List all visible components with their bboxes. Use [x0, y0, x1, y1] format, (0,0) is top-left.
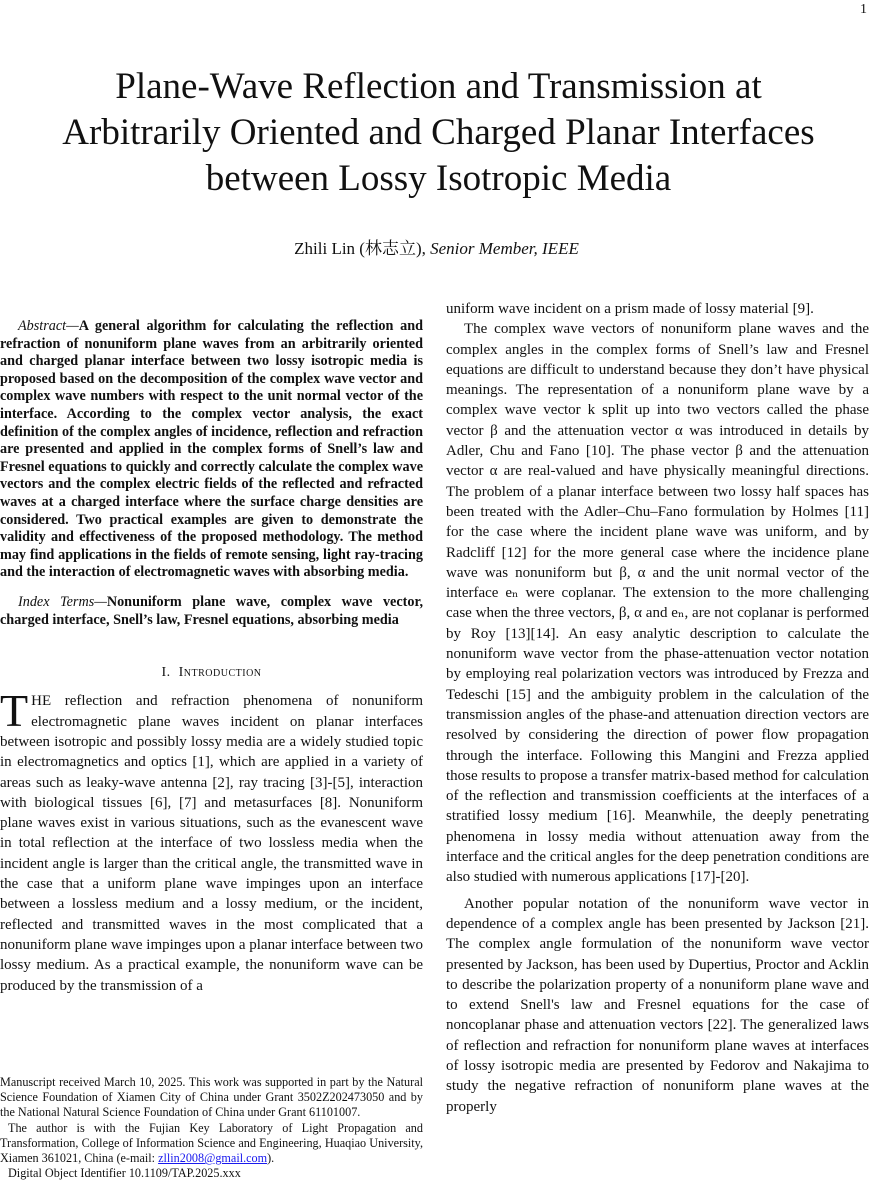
- section-title: Introduction: [178, 665, 262, 681]
- section-number: I.: [161, 665, 171, 681]
- right-column: [446, 299, 869, 1117]
- abstract-dash: —: [66, 318, 79, 334]
- paper-title: Plane-Wave Reflection and Transmission at Arbitrarily Oriented and Charged Planar Interfaces between Lossy Isotropic Media: [62, 66, 815, 199]
- author-email-link[interactable]: zllin2008@gmail.com: [158, 1151, 268, 1166]
- abstract: [0, 318, 423, 582]
- author-role: Senior Member, IEEE: [430, 239, 579, 258]
- footnote-affiliation: [0, 1121, 423, 1167]
- section-heading: [0, 663, 423, 683]
- footnote-manuscript: Manuscript received March 10, 2025. This work was supported in part by the Natural Science Foundation of Xiamen City of China under Grant 3502Z202473050 and by the National Natural Science Foundation of China under Grant 61101007.: [0, 1075, 423, 1120]
- abstract-text: A general algorithm for calculating the reflection and refraction of nonuniform plane waves from an arbitrarily oriented and charged planar interface between two lossy isotropic media is proposed based on the decomposition of the complex wave vector and complex wave numbers with respect to the unit normal vector of the interface. According to the complex vector analysis, the exact definition of the complex angles of incidence, reflection and refraction are presented and applied in the complex forms of Snell’s law and Fresnel equations to quickly and correctly calculate the complex wave vectors and the complex electric fields of the reflected and refracted waves at a charged interface where the surface charge densities are considered. Two practical examples are given to demonstrate the validity and effectiveness of the proposed methodology. The method may find applications in the fields of remote sensing, light ray-tracing and the interaction of electromagnetic waves with absorbing media.: [0, 318, 423, 581]
- intro-paragraph-1: [0, 685, 423, 995]
- affiliation-post: ).: [267, 1151, 275, 1166]
- index-terms-label: Index Terms: [18, 593, 95, 610]
- index-terms: [0, 594, 423, 629]
- intro-paragraph-2: The complex wave vectors of nonuniform plane waves and the complex angles in the complex forms of Snell’s law and Fresnel equations are difficult to understand because they don’t have physical meanings. The representation of a nonuniform plane wave by a complex wave vector k split up into two vectors called the phase vector β and the attenuation vector α was introduced in details by Adler, Chu and Fano [10]. The phase vector β and the attenuation vector α are real-valued and have physically meaningful directions. The problem of a planar interface between two lossy half spaces has been treated with the Adler–Chu–Fano formulation by Holmes [11] for the case where the incident plane wave was uniform, and by Radcliff [12] for the more general case where the incidence plane wave was nonuniform but β, α and the unit normal vector of the interface eₙ were coplanar. The extension to the more challenging case when the three vectors, β, α and eₙ, are not coplanar is performed by Roy [13][14]. An easy analytic description to calculate the nonuniform wave vector from the phase-attenuation vector notation by employing real polarization vectors was introduced by Frezza and Tedeschi [15] and the ambiguity problem in the calculation of the transmission angles of the phase-and attenuation direction vectors are resolved by considering the direction of power flow propagation through the interface. Following this Mangini and Frezza applied those results to propose a transfer matrix-based method for calculation of the reflection and transmission coefficients at the interfaces of a stratified lossy medium [16]. Meanwhile, the deeply penetrating phenomena in lossy media without attenuation away from the interface and the critical angles for the deep penetration conditions are also studied with numerous applications [17]-[20].: [446, 321, 869, 886]
- abstract-label: Abstract: [18, 318, 67, 334]
- page-number: 1: [860, 2, 867, 17]
- author-name: Zhili Lin (林志立),: [294, 239, 426, 258]
- index-terms-text: Nonuniform plane wave, complex wave vector, charged interface, Snell’s law, Fresnel equations, absorbing media: [0, 593, 423, 628]
- left-column: [0, 318, 423, 996]
- footnotes: [0, 1075, 423, 1181]
- footnote-doi: Digital Object Identifier 10.1109/TAP.2025.xxx: [8, 1166, 241, 1181]
- intro-paragraph-1-continued: uniform wave incident on a prism made of lossy material [9].: [446, 301, 814, 317]
- intro-paragraph-3: Another popular notation of the nonuniform wave vector in dependence of a complex angle has been presented by Jackson [21]. The complex angle formulation of the nonuniform wave vector presented by Jackson, has been used by Dupertius, Proctor and Acklin to describe the polarization property of a nonuniform plane wave and to extend Snell's law and Fresnel equations for the case of noncoplanar phase and attenuation vectors [22]. The generalized laws of reflection and refraction for nonuniform plane waves at interfaces of lossy isotropic media are presented by Fedorov and Nakajima to study the negative refraction of nonuniform plane waves at the properly: [446, 895, 869, 1115]
- author-line: [0, 234, 873, 259]
- affiliation-pre: The author is with the Fujian Key Laboratory of Light Propagation and Transformation, College of Information Science and Engineering, Huaqiao University, Xiamen 361021, China (e-mail:: [0, 1120, 423, 1166]
- intro-p1-text: HE reflection and refraction phenomena of nonuniform electromagnetic plane waves incident on planar interfaces between isotropic and possibly lossy media are a widely studied topic in electromagnetics and optics [1], which are applied in a variety of areas such as leaky-wave antenna [2], ray tracing [3]-[5], interaction with biological tissues [6], [7] and metasurfaces [8]. Nonuniform plane waves exist in various situations, such as the evanescent wave in total reflection at the interface of two lossless media when the incident angle is larger than the critical angle, the transmitted wave in the case that a uniform plane wave impinges upon an interface between a lossless medium and a lossy medium, or the incident, reflected and transmitted waves in the most complicated that a nonuniform plane wave impinges upon a planar interface between two lossy medium. As a practical example, the nonuniform wave can be produced by the transmission of a: [0, 693, 423, 994]
- index-terms-dash: —: [94, 593, 107, 610]
- dropcap: T: [0, 685, 29, 737]
